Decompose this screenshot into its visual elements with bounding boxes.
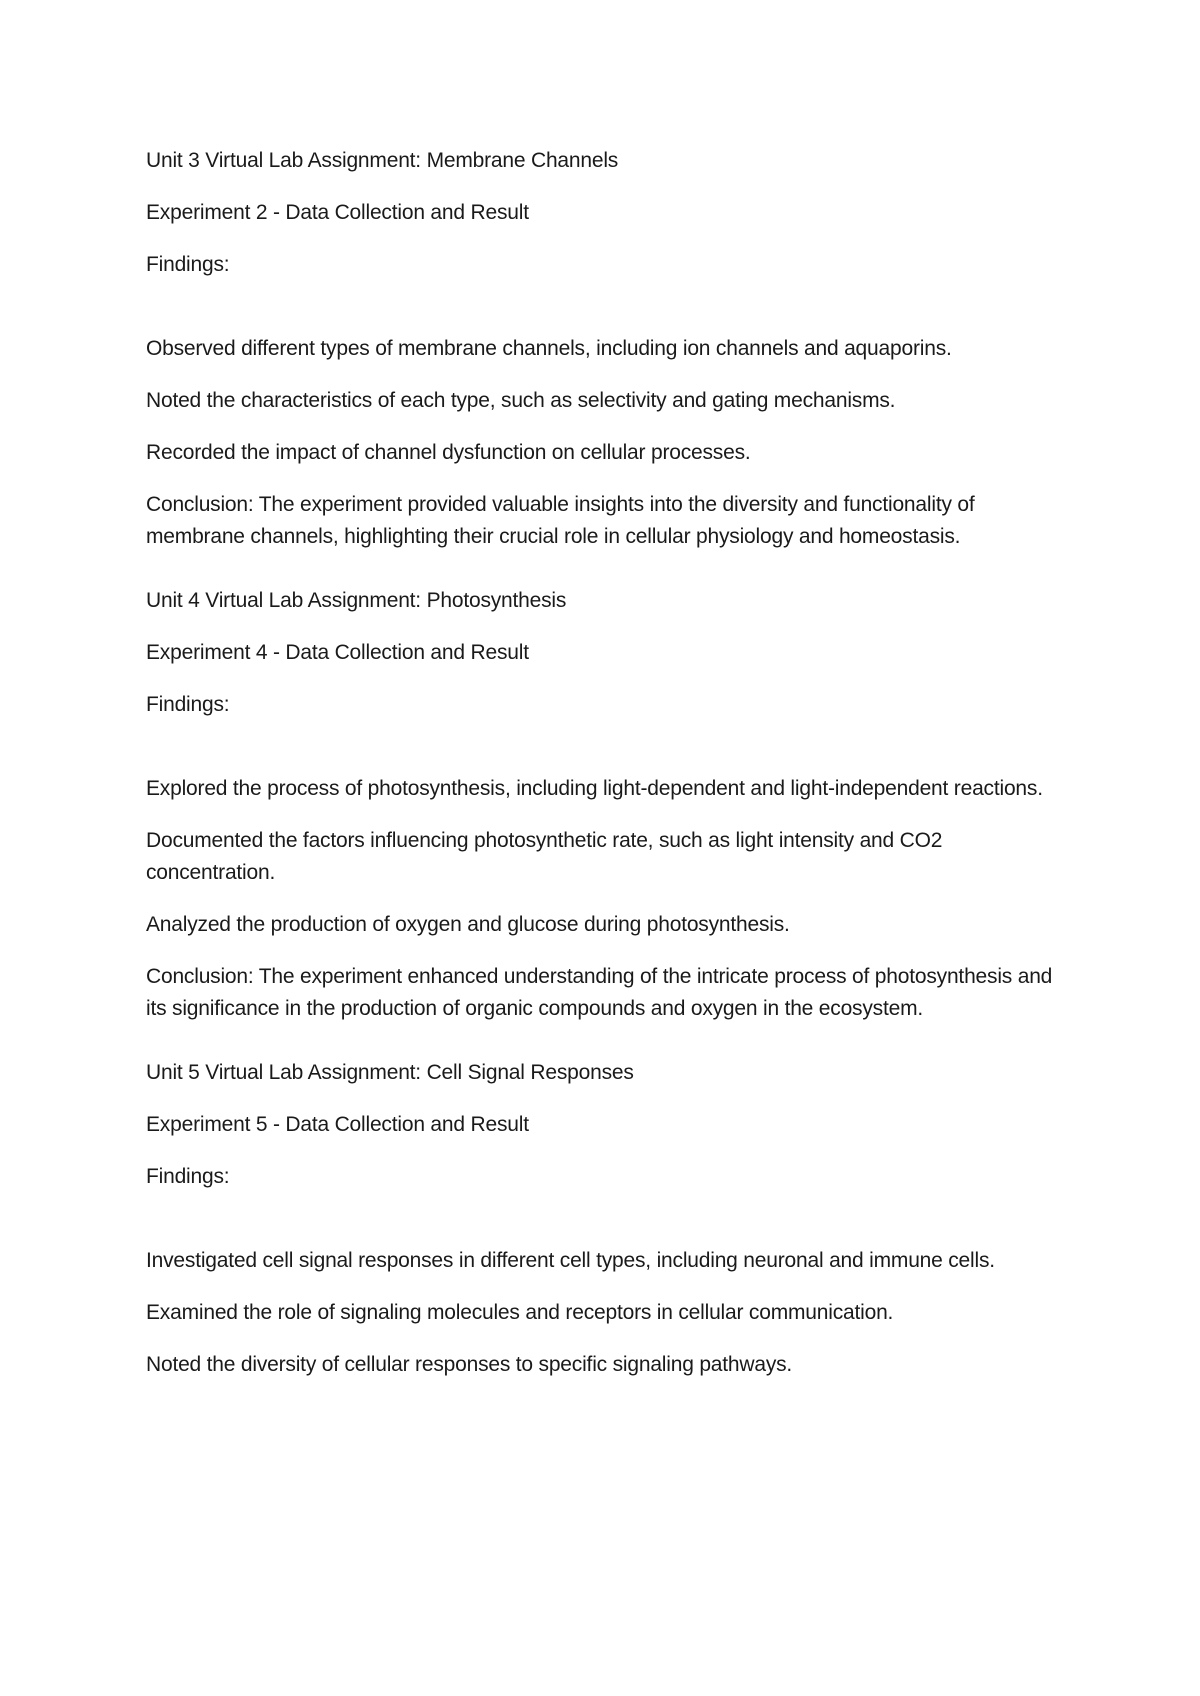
finding-item: Analyzed the production of oxygen and glucose during photosynthesis.	[146, 913, 790, 936]
experiment-heading: Experiment 5 - Data Collection and Result	[146, 1113, 529, 1136]
document-body	[146, 145, 1076, 1401]
section-unit-5	[146, 1057, 1076, 1381]
unit-title: Unit 5 Virtual Lab Assignment: Cell Signal Responses	[146, 1061, 634, 1084]
section-unit-4	[146, 585, 1076, 1025]
finding-item: Noted the characteristics of each type, such as selectivity and gating mechanisms.	[146, 389, 896, 412]
unit-title: Unit 3 Virtual Lab Assignment: Membrane Channels	[146, 149, 619, 172]
finding-item: Explored the process of photosynthesis, including light-dependent and light-independent reactions.	[146, 777, 1043, 800]
unit-title: Unit 4 Virtual Lab Assignment: Photosynthesis	[146, 589, 567, 612]
finding-item: Recorded the impact of channel dysfunction on cellular processes.	[146, 441, 751, 464]
finding-item: Investigated cell signal responses in different cell types, including neuronal and immune cells.	[146, 1249, 995, 1272]
findings-label: Findings:	[146, 693, 230, 716]
finding-item: Noted the diversity of cellular responses to specific signaling pathways.	[146, 1353, 793, 1376]
section-unit-3	[146, 145, 1076, 553]
experiment-heading: Experiment 4 - Data Collection and Result	[146, 641, 529, 664]
finding-item: Examined the role of signaling molecules and receptors in cellular communication.	[146, 1301, 894, 1324]
experiment-heading: Experiment 2 - Data Collection and Result	[146, 201, 529, 224]
findings-label: Findings:	[146, 253, 230, 276]
conclusion-text: Conclusion: The experiment enhanced understanding of the intricate process of photosynthesis and its significance in the production of organic compounds and oxygen in the ecosystem.	[146, 965, 1053, 1020]
findings-label: Findings:	[146, 1165, 230, 1188]
conclusion-text: Conclusion: The experiment provided valuable insights into the diversity and functionality of membrane channels, highlighting their crucial role in cellular physiology and homeostasis.	[146, 493, 975, 548]
finding-item: Observed different types of membrane channels, including ion channels and aquaporins.	[146, 337, 952, 360]
finding-item: Documented the factors influencing photosynthetic rate, such as light intensity and CO2 concentration.	[146, 829, 943, 884]
